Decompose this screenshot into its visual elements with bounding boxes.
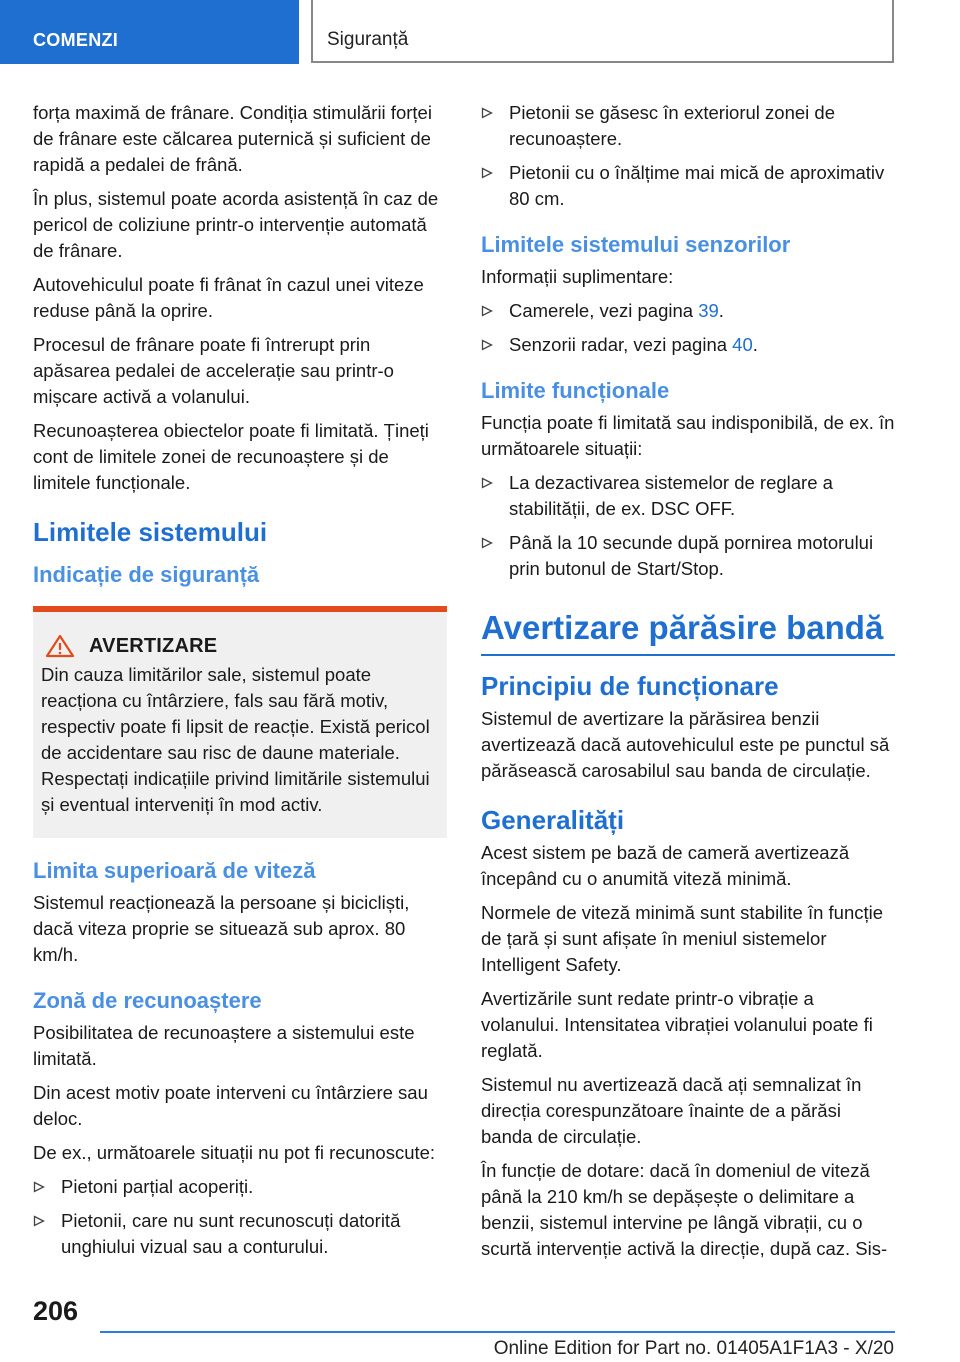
warning-header [41,634,435,658]
list-item-text: Camerele, vezi pagina [509,300,699,321]
triangle-right-outline-icon [481,107,493,119]
list-item [33,1174,447,1200]
paragraph: Recunoașterea obiectelor poate fi limitată. Țineți cont de limitele zonei de recunoaștere și de limitele funcționale. [33,420,429,493]
warning-triangle-icon [45,634,75,658]
heading-lane-departure-warning: Avertizare părăsire bandă [481,609,884,646]
bullet-list [481,100,895,212]
list-item: Camerele, vezi pagina 39. [481,298,895,324]
paragraph: Acest sistem pe bază de cameră avertizează începând cu o anumită viteză minimă. [481,842,850,889]
triangle-right-outline-icon [481,537,493,549]
heading-speed-limit: Limita superioară de viteză [33,858,316,883]
list-item-text: Senzorii radar, vezi pagina [509,334,733,355]
bullet-list [33,1174,447,1260]
page-number: 206 [33,1296,79,1326]
list-item [33,1208,447,1260]
paragraph: Normele de viteză minimă sunt stabilite în funcție de țară și sunt afișate în meniul sistemelor Intelligent Safety. [481,902,884,975]
paragraph: În funcție de dotare: dacă în domeniul de viteză până la 210 km/h se depășește o delimitare a benzii, sistemul intervine pe lângă vibrații, cu o scurtă intervenție activă la direcție, după caz. Sis- [481,1160,888,1259]
heading-sensor-limits: Limitele sistemului senzorilor [481,232,791,257]
warning-box [33,606,447,838]
list-item [481,160,895,212]
list-item-text: Pietonii cu o înălțime mai mică de aproximativ 80 cm. [509,162,885,209]
page-link-40[interactable]: 40 [732,334,753,355]
paragraph: forța maximă de frânare. Condiția stimulării forței de frânare este călcarea puternică și suficient de rapidă a pedalei de frână. [33,102,432,175]
bullet-list [481,298,895,358]
paragraph: Din acest motiv poate interveni cu întârziere sau deloc. [33,1082,428,1129]
page-link-39[interactable]: 39 [698,300,719,321]
heading-functional-limits: Limite funcționale [481,378,670,403]
paragraph: Sistemul de avertizare la părăsirea benzii avertizează dacă autovehiculul este pe punctul să părăsească carosabilul sau banda de circulație. [481,708,890,781]
warning-title: AVERTIZARE [89,634,218,657]
triangle-right-outline-icon [481,305,493,317]
heading-system-limits: Limitele sistemului [33,517,268,547]
section-title: Siguranță [327,29,409,50]
right-column [481,100,895,1270]
heading-general: Generalități [481,805,625,835]
list-item-text: Pietonii, care nu sunt recunoscuți datorită unghiului vizual sau a conturului. [61,1210,401,1257]
paragraph: De ex., următoarele situații nu pot fi recunoscute: [33,1142,436,1163]
list-item-text: Pietonii se găsesc în exteriorul zonei de recunoaștere. [509,102,835,149]
list-item [481,470,895,522]
triangle-right-outline-icon [33,1181,45,1193]
chapter-tab [0,0,299,64]
paragraph: Posibilitatea de recunoaștere a sistemului este limitată. [33,1022,415,1069]
footer-edition: Online Edition for Part no. 01405A1F1A3 - X/20 [493,1338,894,1359]
list-item [481,100,895,152]
triangle-right-outline-icon [481,339,493,351]
paragraph: Sistemul nu avertizează dacă ați semnalizat în direcția corespunzătoare înainte de a părăsi banda de circulație. [481,1074,862,1147]
triangle-right-outline-icon [481,477,493,489]
list-item-text: Pietoni parțial acoperiți. [61,1176,254,1197]
footer-rule [100,1331,895,1333]
section-header [311,0,894,63]
triangle-right-outline-icon [33,1215,45,1227]
list-item-text: Până la 10 secunde după pornirea motorului prin butonul de Start/Stop. [509,532,874,579]
paragraph: Procesul de frânare poate fi întrerupt prin apăsarea pedalei de accelerație sau printr-o mișcare activă a volanului. [33,334,394,407]
triangle-right-outline-icon [481,167,493,179]
bullet-list [481,470,895,582]
paragraph: Autovehiculul poate fi frânat în cazul unei viteze reduse până la oprire. [33,274,424,321]
paragraph: În plus, sistemul poate acorda asistență în caz de pericol de coliziune printr-o intervenție automată de frânare. [33,188,439,261]
list-item: Senzorii radar, vezi pagina 40. [481,332,895,358]
paragraph: Funcția poate fi limitată sau indisponibilă, de ex. în următoarele situații: [481,412,895,459]
heading-safety-note: Indicație de siguranță [33,562,260,587]
list-item [481,530,895,582]
warning-text: Din cauza limitărilor sale, sistemul poate reacționa cu întârziere, fals sau fără motiv, respectiv poate fi lipsit de reacție. Există pericol de accidentare sau risc de daune materiale. Respectați indicațiile privind limitările sistemului și eventual interveniți în mod activ. [41,664,430,815]
chapter-title: COMENZI [33,30,119,50]
heading-rule [481,654,895,656]
paragraph: Sistemul reacționează la persoane și bicicliști, dacă viteza proprie se situează sub aprox. 80 km/h. [33,892,410,965]
left-column [33,100,447,1268]
list-item-text: La dezactivarea sistemelor de reglare a stabilității, de ex. DSC OFF. [509,472,833,519]
paragraph: Informații suplimentare: [481,266,674,287]
paragraph: Avertizările sunt redate printr-o vibrație a volanului. Intensitatea vibrației volanului poate fi reglată. [481,988,873,1061]
heading-detection-zone: Zonă de recunoaștere [33,988,262,1013]
heading-operating-principle: Principiu de funcționare [481,671,779,701]
